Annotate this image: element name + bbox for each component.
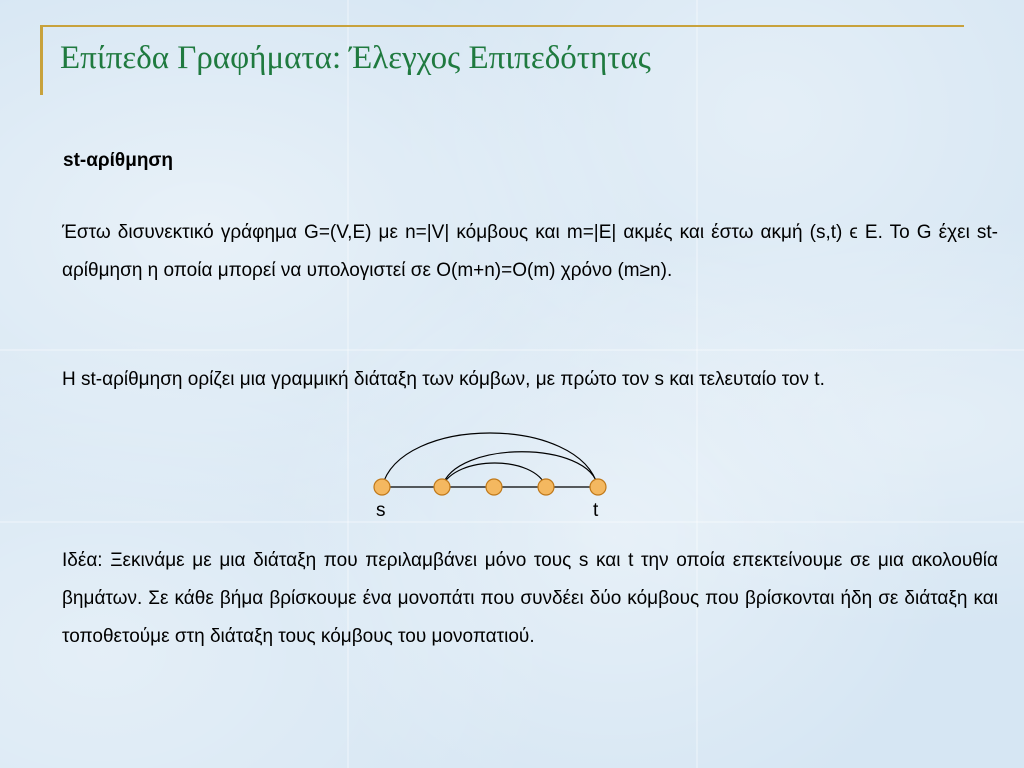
graph-node-1	[374, 479, 390, 495]
paragraph-definition: Έστω δισυνεκτικό γράφημα G=(V,E) με n=|V| κόμβους και m=|E| ακμές και έστω ακμή (s,t) ϵ E. To G έχει st-αρίθμηση η οποία μπορεί να υπολογιστεί σε O(m+n)=O(m) χρόνο (m≥n).	[62, 222, 998, 281]
title-accent-bar	[40, 25, 43, 95]
node-label-s: s	[376, 500, 386, 521]
edge-n2-t	[442, 452, 598, 487]
node-label-t: t	[593, 500, 599, 521]
section-heading: st-αρίθμηση	[63, 150, 174, 171]
st-ordering-diagram	[360, 420, 620, 500]
graph-node-4	[538, 479, 554, 495]
edge-s-t	[382, 433, 598, 487]
graph-node-3	[486, 479, 502, 495]
graph-node-2	[434, 479, 450, 495]
paragraph-idea: Ιδέα: Ξεκινάμε με μια διάταξη που περιλαμβάνει μόνο τους s και t την οποία επεκτείνουμε σε μια ακολουθία βημάτων. Σε κάθε βήμα βρίσκουμε ένα μονοπάτι που συνδέει δύο κόμβους που βρίσκονται ήδη σε διάταξη και τοποθετούμε στη διάταξη τους κόμβους του μονοπατιού.	[62, 550, 998, 647]
paragraph-ordering: Η st-αρίθμηση ορίζει μια γραμμική διάταξη των κόμβων, με πρώτο τον s και τελευταίο τον t.	[62, 369, 825, 390]
graph-node-5	[590, 479, 606, 495]
slide-title: Επίπεδα Γραφήματα: Έλεγχος Επιπεδότητας	[60, 40, 651, 76]
title-accent-line	[40, 25, 964, 27]
